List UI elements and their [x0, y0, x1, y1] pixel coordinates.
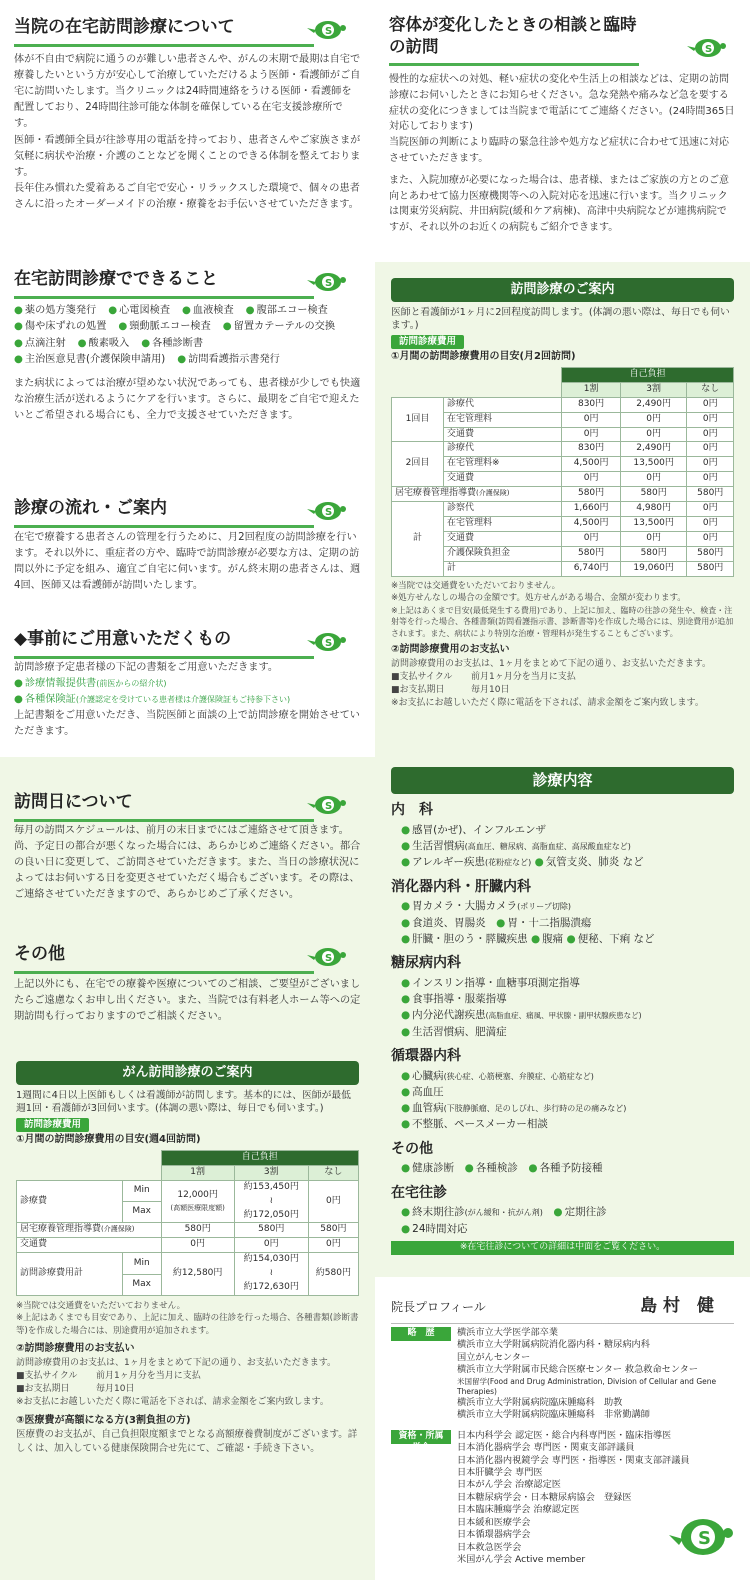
prep-item-insurance: 各種保険証 — [24, 694, 76, 706]
self-pay-header: 自己負担 — [161, 1150, 358, 1165]
table-row: 交通費 0円 0円 0円 — [17, 1238, 359, 1253]
dept-item: ● 腹痛 — [531, 933, 563, 945]
qual-item: 日本内科学会 認定医・総合内科専門医・臨床指導医 — [457, 1429, 672, 1441]
table-row: 1回目 診療代 830円 2,490円 0円 — [392, 397, 734, 412]
cancer-fee-table: 自己負担 1割 3割 なし 診療費 Min 12,000円 (高額医療限度額) 約153,450円 ≀ 約172,050円 0円 Max 居宅療養管理指導費(介護保険) 580円 580円 580円 交通費 0円 0円 0円 訪問診療費用計 Min 約12,580円 約154,030円 ≀ 約172,630円 約580円 Max — [16, 1150, 359, 1296]
cancer-fee-subtitle: ①月間の訪問診療費用の目安(週4回訪問) — [16, 1134, 201, 1146]
service-item: ● 酸素吸入 — [78, 336, 130, 352]
emergency-paragraph-1: 慢性的な症状への対処、軽い症状の変化や生活上の相談などは、定期の訪問診療にお伺いしたときにお知らせください。急な発熱や痛みなど急を要する症状の変化につきましては当院まで電話にてご連絡ください。(24時間365日対応しております) — [389, 74, 735, 133]
payment-cycle-value: 前月1ヶ月分を当月に支払 — [96, 1370, 201, 1381]
dept-item: ● 胃・十二指腸潰瘍 — [496, 917, 591, 929]
dept-item-note: (花粉症など) — [485, 858, 532, 868]
payment-day-value: 毎月10日 — [96, 1383, 135, 1394]
visit-fee-subtitle: ①月間の訪問診療費用の目安(月2回訪問) — [391, 351, 576, 363]
service-item: ● 心電図検査 — [108, 303, 170, 319]
table-row: 診療費 Min 12,000円 (高額医療限度額) 約153,450円 ≀ 約172,050円 0円 — [17, 1180, 359, 1201]
table-row: 交通費 0円 0円 0円 — [392, 472, 734, 487]
qual-item: 日本消化器内視鏡学会 専門医・指導医・関東支部評議員 — [457, 1454, 690, 1466]
qual-item: 日本救急医学会 — [457, 1541, 522, 1553]
dept-item-note: (下肢静脈瘤、足のしびれ、歩行時の足の痛みなど) — [443, 1104, 627, 1114]
svg-text:S: S — [325, 953, 333, 964]
high-cost-paragraph: 医療費のお支払が、自己負担限度額までとなる高額療養費制度がございます。詳しくは、加入している健康保険開合せ先にて、ご確認・手続き下さい。 — [16, 1429, 358, 1455]
dept-item-note: (狭心症、心筋梗塞、弁膜症、心筋症など) — [443, 1071, 594, 1081]
service-item: ● 訪問看護指示書発行 — [177, 352, 280, 368]
svg-text:S: S — [325, 801, 333, 812]
left-panel-cancer-visit — [0, 1047, 375, 1580]
departments-banner: 診療内容 — [391, 767, 734, 794]
dept-item: ● 生活習慣病 — [401, 840, 465, 852]
prep-item-referral: 診療情報提供書 — [24, 678, 97, 690]
dept-item-note: (ポリープ切除) — [517, 902, 572, 912]
visit-info-paragraph: 医師と看護師が1ヶ月に2回程度訪問します。(体調の悪い際は、毎日でも伺います。) — [391, 307, 730, 332]
table-row: Max — [17, 1274, 359, 1295]
turtle-logo-icon — [304, 793, 348, 817]
career-item: 横浜市立大学附属病院臨床腫瘍科 助教 — [457, 1396, 623, 1408]
table-row: 在宅管理料 0円 0円 0円 — [392, 412, 734, 427]
qual-item: 日本臨床腫瘍学会 治療認定医 — [457, 1504, 580, 1516]
turtle-logo-icon — [304, 945, 348, 969]
table-row: 介護保険負担金 580円 580円 580円 — [392, 547, 734, 562]
table-row: 居宅療養管理指導費(介護保険) 580円 580円 580円 — [17, 1223, 359, 1238]
services-paragraph: また病状によっては治療が望めない状況であっても、患者様が少しでも快適な治療生活が送れるようにケアを行います。さらに、最期をご自宅で迎えたいとご希望される場合にも、全力で支援させていただきます。 — [14, 378, 361, 422]
table-row: 在宅管理料 4,500円 13,500円 0円 — [392, 517, 734, 532]
dept-item-note: (高血圧、糖尿病、高脂血症、高尿酸血症など) — [464, 842, 631, 852]
dept-item: ● 胃カメラ・大腸カメラ — [401, 900, 517, 912]
dept-other-title: その他 — [391, 1140, 433, 1157]
cancer-payment-text: 訪問診療費用のお支払は、1ヶ月をまとめて下記の通り、お支払いただきます。 — [16, 1357, 337, 1368]
table-row: Max — [17, 1202, 359, 1223]
emergency-paragraph-2: 当院医師の判断により臨時の緊急往診や処方など症状に合わせて迅速に対応させていただきます。 — [389, 137, 729, 164]
dept-item: ● 各種予防接種 — [528, 1162, 602, 1174]
high-cost-subtitle: ③医療費が高額になる方(3割負担の方) — [16, 1414, 191, 1426]
right-panel-departments — [375, 757, 750, 1277]
payment-cycle-value: 前月1ヶ月分を当月に支払 — [471, 671, 576, 682]
dept-item-note: (高脂血症、痛風、甲状腺・副甲状腺疾患など) — [485, 1011, 642, 1021]
flow-paragraph: 在宅で療養する患者さんの管理を行うために、月2回程度の訪問診療を行います。それ以外に、重症者の方や、臨時で訪問診療が必要な方は、定期の訪問以外に予定を組み、適宜ご自宅に伺います。がん終末期の患者さんは、週4回、医師又は看護師が訪問いたします。 — [14, 532, 361, 592]
dept-item: ● 不整脈、ペースメーカー相談 — [401, 1116, 734, 1132]
cancer-visit-banner: がん訪問診療のご案内 — [16, 1061, 359, 1085]
svg-text:S: S — [698, 1528, 711, 1549]
cancer-payment-note: ※お支払にお越しいただく際に電話を下されば、請求金額をご案内致します。 — [16, 1396, 329, 1407]
service-item: ● 血液検査 — [182, 303, 234, 319]
dept-item: ● 便秘、下痢 など — [567, 933, 655, 945]
right-panel-top — [375, 0, 750, 262]
visit-info-banner: 訪問診療のご案内 — [391, 278, 734, 302]
self-pay-header: 自己負担 — [562, 367, 734, 382]
payment-day-label: ■お支払期日 — [16, 1383, 70, 1394]
visit-fee-tag: 訪問診療費用 — [391, 335, 464, 350]
qual-item: 日本消化器病学会 専門医・関東支部評議員 — [457, 1442, 635, 1454]
dept-item: ● 食事指導・服薬指導 — [401, 991, 734, 1007]
career-label: 略 歴 — [391, 1327, 451, 1341]
dept-item-note: (がん緩和・抗がん剤) — [464, 1208, 543, 1218]
payment-note: ※お支払にお越しいただく際に電話を下されば、請求金額をご案内致します。 — [391, 697, 704, 708]
service-item: ● 主治医意見書(介護保険申請用) — [14, 352, 165, 368]
fee-note-1: ※当院では交通費をいただいておりません。 — [391, 580, 561, 591]
career-list — [457, 1327, 734, 1422]
career-item: 横浜市立大学医学部卒業 — [457, 1327, 559, 1338]
fee-note-3: ※上記はあくまで目安(最低発生する費用)であり、上記に加え、臨時の往診の発生や、検査・注射等を行った場合、各種書類(訪問看護指示書、診断書等)を作成した場合には、別途費用が追加されます。また、病状により特別な治療・管理料が発生することもございます。 — [391, 605, 734, 638]
service-item: ● 点滴注射 — [14, 336, 66, 352]
section-title-flow: 診療の流れ・ご案内 — [14, 495, 314, 528]
emergency-paragraph-3: また、入院加療が必要になった場合は、患者様、またはご家族の方とのご意向とあわせて協力医療機関等への入院対応を迅速に行います。当クリニックは関東労災病院、井田病院(緩和ケア病棟)、高津中央病院などが連携病院ですが、それ以外のお近くの病院もご紹介できます。 — [389, 174, 729, 234]
career-item: 横浜市立大学附属病院臨床腫瘍科 非常勤講師 — [457, 1409, 650, 1421]
payment-day-value: 毎月10日 — [471, 684, 510, 695]
payment-cycle-label: ■支払サイクル — [16, 1370, 78, 1381]
dept-item: ● 心臓病 — [401, 1070, 444, 1082]
payment-day-label: ■お支払期日 — [391, 684, 445, 695]
col-10pct: 1割 — [562, 382, 621, 397]
right-panel-profile — [375, 1277, 750, 1580]
prep-closing: 上記書類をご用意いただき、当院医師と面談の上で訪問診療を開始させていただきます。 — [14, 710, 360, 738]
svg-text:S: S — [325, 26, 333, 37]
turtle-logo-icon — [304, 18, 348, 42]
dept-cardio-title: 循環器内科 — [391, 1047, 461, 1064]
turtle-logo-large-icon — [665, 1509, 735, 1565]
dept-item: ● 健康診断 — [401, 1162, 454, 1174]
director-name: 島 村 健 — [640, 1296, 714, 1316]
dept-item: ● 各種検診 — [465, 1162, 518, 1174]
table-row: 在宅管理料※ 4,500円 13,500円 0円 — [392, 457, 734, 472]
career-item: 横浜市立大学附属病院消化器内科・糖尿病内科 — [457, 1339, 650, 1351]
col-30pct: 3割 — [620, 382, 687, 397]
dept-diabetes-title: 糖尿病内科 — [391, 955, 461, 972]
table-row: 訪問診療費用計 Min 約12,580円 約154,030円 ≀ 約172,630円 約580円 — [17, 1253, 359, 1274]
dept-item: ● 肝臓・胆のう・膵臓疾患 — [401, 933, 528, 945]
home-care-paragraph-1: 体が不自由で病院に通うのが難しい患者さんや、がんの末期で最期は自宅で療養したいという方が安心して治療していただけるよう医師・看護師がご自宅に訪問いたします。当クリニックは24時間連絡をうける医師・看護師を配置しており、24時間往診可能な体制を確保している在宅支援診療所です。 — [14, 54, 361, 130]
career-item: 米国留学(Food and Drug Administration, Division of Cellular and Gene Therapies) — [457, 1376, 717, 1396]
dept-internal-title: 内 科 — [391, 802, 433, 819]
dept-item: ● 気管支炎、肺炎 など — [535, 856, 644, 868]
left-panel-top — [0, 0, 375, 757]
service-item: ● 腹部エコー検査 — [246, 303, 328, 319]
table-row: 交通費 0円 0円 0円 — [392, 532, 734, 547]
right-panel-visit-info — [375, 262, 750, 757]
turtle-logo-icon — [304, 270, 348, 294]
turtle-logo-icon — [684, 36, 728, 60]
dept-item: ● 24時間対応 — [401, 1221, 734, 1237]
services-list — [14, 303, 361, 368]
qual-item: 日本がん学会 治療認定医 — [457, 1479, 561, 1491]
dept-item: ● 食道炎、胃腸炎 — [401, 917, 486, 929]
dept-item: ● 高血圧 — [401, 1084, 734, 1100]
svg-text:S: S — [705, 44, 713, 55]
payment-subtitle: ②訪問診療費用のお支払い — [391, 644, 510, 656]
prep-item-referral-note: (前医からの紹介状) — [96, 679, 167, 689]
section-title-other: その他 — [14, 941, 314, 974]
home-care-paragraph-2: 医師・看護師全員が往診専用の電話を持っており、患者さんやご家族さまが気軽に病状や治療・介護のことなどを聞くことのできる体制を整えております。 — [14, 134, 361, 178]
section-title-home-care: 当院の在宅訪問診療について — [14, 14, 314, 47]
service-item: ● 留置カテーテルの交換 — [223, 319, 335, 335]
cancer-visit-paragraph: 1週間に4日以上医師もしくは看護師が訪問します。基本的には、医師が最低週1回・看護師が3回伺います。(体調の悪い際は、毎日でも伺います。) — [16, 1090, 351, 1115]
fee-note-2: ※処方せんなしの場合の金額です。処方せんがある場合、金額が変わります。 — [391, 593, 686, 604]
dept-gastro-title: 消化器内科・肝臓内科 — [391, 878, 531, 895]
cancer-fee-tag: 訪問診療費用 — [16, 1118, 89, 1133]
service-item: ● 薬の処方箋発行 — [14, 303, 96, 319]
turtle-logo-icon — [304, 499, 348, 523]
other-paragraph: 上記以外にも、在宅での療養や医療についてのご相談、ご要望がございましたらご遠慮なくお申し出ください。また、当院では有料老人ホーム等への定期訪問も行っておりますのでご相談ください。 — [14, 979, 361, 1023]
qual-item: 日本緩和医療学会 — [457, 1516, 531, 1528]
service-item: ● 傷や床ずれの処置 — [14, 319, 106, 335]
table-row: 計 診察代 1,660円 4,980円 0円 — [392, 502, 734, 517]
dept-item: ● 定期往診 — [553, 1206, 606, 1218]
section-title-preparation: ◆事前にご用意いただくもの — [14, 626, 314, 659]
section-title-visit-days: 訪問日について — [14, 789, 314, 822]
visit-days-paragraph: 毎月の訪問スケジュールは、前月の末日までにはご連絡させて頂きます。尚、予定日の都合が悪くなった場合には、あらかじめご連絡ください。都合の良い日に変更して、ご訪問させていただきます。また、当日の診療状況によってはお伺いする日を変更させていただく場合もございます。その際は、ご連絡させていただきますので、あらかじめご了承ください。 — [14, 825, 361, 901]
profile-title: 院長プロフィール — [391, 1300, 486, 1314]
table-row: 交通費 0円 0円 0円 — [392, 427, 734, 442]
dept-item: ● 血管病 — [401, 1102, 444, 1114]
qual-item: 日本糖尿病学会・日本糖尿病協会 登録医 — [457, 1491, 632, 1503]
prep-item-insurance-note: (介護認定を受けている患者様は介護保険証もご持参下さい) — [75, 695, 291, 705]
prep-intro: 訪問診療予定患者様の下記の書類をご用意いただきます。 — [14, 662, 279, 673]
service-item: ● 各種診断書 — [141, 336, 203, 352]
career-item: 国立がんセンター — [457, 1351, 531, 1363]
dept-item: ● 内分泌代謝疾患 — [401, 1009, 486, 1021]
career-item: 横浜市立大学附属市民総合医療センター 救急救命センター — [457, 1364, 699, 1376]
cancer-note-2: ※上記はあくまでも目安であり、上記に加え、臨時の往診を行った場合、各種書類(診断書等)を作成した場合には、別途費用が追加されます。 — [16, 1313, 359, 1336]
table-row: 計 6,740円 19,060円 580円 — [392, 561, 734, 576]
visit-fee-table — [391, 367, 734, 577]
cancer-note-1: ※当院では交通費をいただいておりません。 — [16, 1301, 186, 1312]
quals-list — [457, 1430, 690, 1567]
svg-text:S: S — [325, 638, 333, 649]
qual-item: 日本循環器病学会 — [457, 1529, 531, 1541]
table-row: 居宅療養管理指導費(介護保険) 580円 580円 580円 — [392, 487, 734, 502]
table-row: 2回目 診療代 830円 2,490円 0円 — [392, 442, 734, 457]
homecare-footnote: ※在宅往診についての詳細は中面をご覧ください。 — [391, 1241, 734, 1255]
service-item: ● 頸動脈エコー検査 — [118, 319, 210, 335]
dept-item: ● アレルギー疾患 — [401, 856, 485, 868]
svg-text:S: S — [325, 278, 333, 289]
dept-item: ● 感冒(かぜ)、インフルエンザ — [401, 822, 734, 838]
dept-item: ● 終末期往診 — [401, 1206, 465, 1218]
payment-cycle-label: ■支払サイクル — [391, 671, 453, 682]
turtle-logo-icon — [304, 630, 348, 654]
dept-homecare-title: 在宅往診 — [391, 1184, 447, 1201]
cancer-payment-subtitle: ②訪問診療費用のお支払い — [16, 1343, 135, 1355]
quals-label: 資格・所属学会 — [391, 1430, 451, 1444]
left-panel-visit-days — [0, 757, 375, 1047]
section-title-emergency: 容体が変化したときの相談と臨時の訪問 — [389, 14, 639, 66]
qual-item: 日本肝臓学会 専門医 — [457, 1467, 543, 1479]
dept-item: ● インスリン指導・血糖事項測定指導 — [401, 975, 734, 991]
qual-item: 米国がん学会 Active member — [457, 1554, 586, 1565]
col-none: なし — [687, 382, 734, 397]
payment-text: 訪問診療費用のお支払は、1ヶ月をまとめて下記の通り、お支払いただきます。 — [391, 658, 712, 669]
section-title-services: 在宅訪問診療でできること — [14, 266, 314, 299]
home-care-paragraph-3: 長年住み慣れた愛着あるご自宅で安心・リラックスした環境で、個々の患者さんに沿ったオーダーメイドの治療・療養をお手伝いさせていただきます。 — [14, 182, 360, 210]
dept-item: ● 生活習慣病、肥満症 — [401, 1024, 734, 1040]
svg-text:S: S — [325, 507, 333, 518]
